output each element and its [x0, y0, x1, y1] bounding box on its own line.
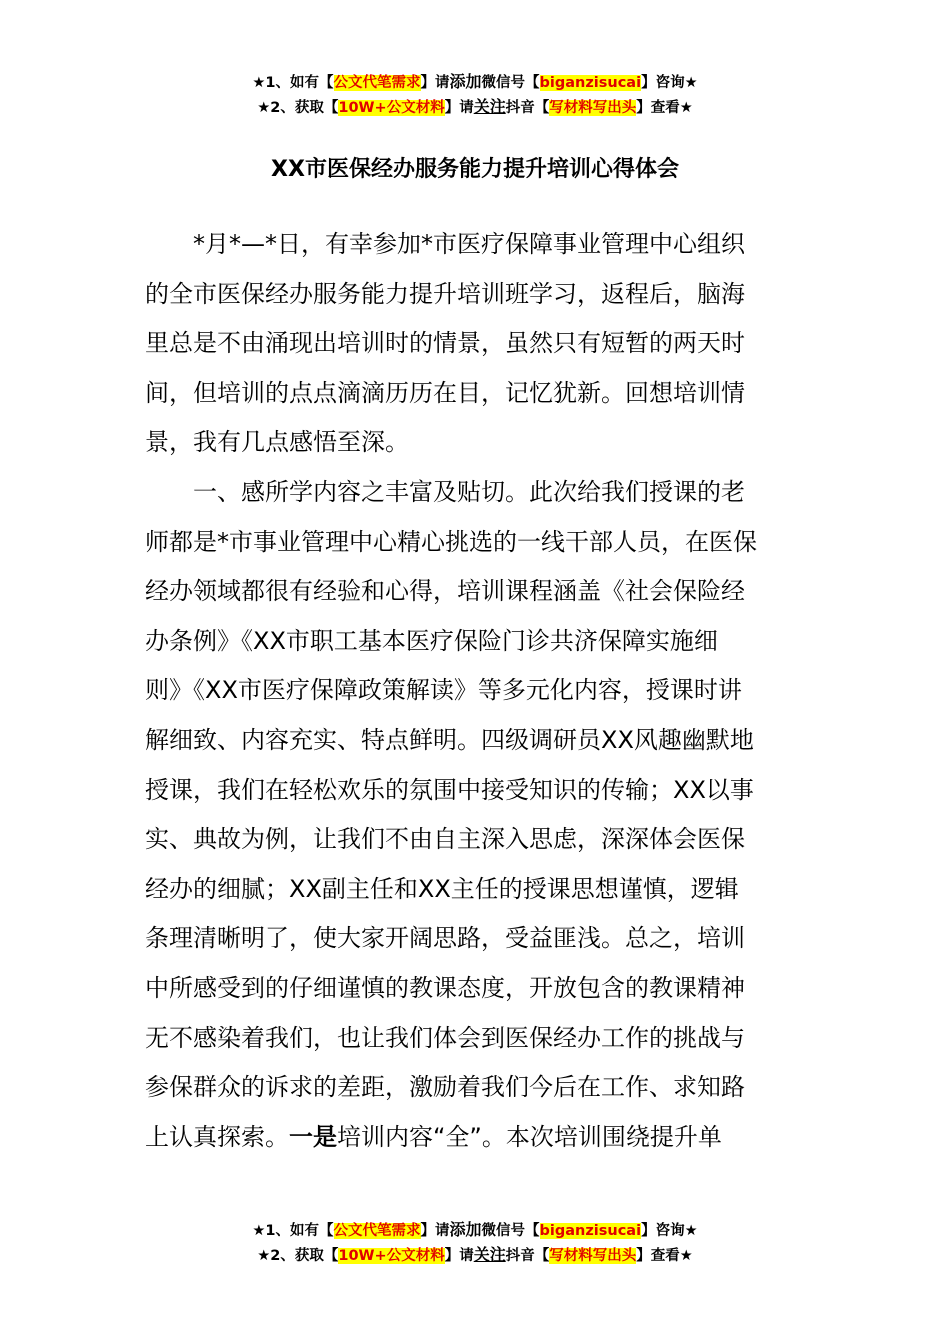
promo-text: 抖音【	[505, 1248, 550, 1264]
body-text: 上认真探索。	[145, 1122, 289, 1151]
promo-text: 】咨询★	[641, 1223, 698, 1239]
promo-text: 添加	[449, 72, 482, 91]
body-line: *月*—*日，有幸参加*市医疗保障事业管理中心组织	[193, 230, 745, 258]
promo-line-2	[0, 1243, 950, 1268]
promo-line-1	[0, 70, 950, 95]
body-text: 培训内容“全”。本次培训围绕提升单	[337, 1122, 722, 1151]
promo-text: ★1、如有【	[252, 1223, 334, 1239]
promo-highlight: 10W+公文材料	[338, 1248, 445, 1264]
promo-highlight: 写材料写出头	[549, 100, 637, 116]
body-line: 授课，我们在轻松欢乐的氛围中接受知识的传输；XX以事	[145, 775, 754, 804]
body-line-last	[145, 1113, 810, 1163]
bottom-promo-banner	[0, 1218, 950, 1268]
body-line: 景，我有几点感悟至深。	[145, 428, 409, 457]
body-line: 实、典故为例，让我们不由自主深入思虑，深深体会医保	[145, 825, 745, 854]
body-line: 师都是*市事业管理中心精心挑选的一线干部人员，在医保	[145, 527, 757, 556]
body-line: 则》《XX市医疗保障政策解读》等多元化内容，授课时讲	[145, 676, 742, 705]
promo-highlight: 公文代笔需求	[333, 1223, 421, 1239]
promo-text: 】请	[420, 75, 450, 91]
promo-highlight: biganzisucai	[539, 75, 642, 91]
promo-text: 微信号【	[481, 75, 540, 91]
document-title: XX市医保经办服务能力提升培训心得体会	[271, 157, 679, 182]
body-line: 经办的细腻；XX副主任和XX主任的授课思想谨慎，逻辑	[145, 874, 739, 903]
body-line: 一、感所学内容之丰富及贴切。此次给我们授课的老	[193, 477, 745, 506]
document-body	[145, 220, 810, 1162]
body-line: 间，但培训的点点滴滴历历在目，记忆犹新。回想培训情	[145, 378, 745, 407]
promo-text: 】请	[444, 1248, 474, 1264]
promo-text: 】请	[444, 100, 474, 116]
promo-text: 关注	[473, 1245, 506, 1264]
body-line: 中所感受到的仔细谨慎的教课态度，开放包含的教课精神	[145, 973, 745, 1002]
top-promo-banner	[0, 70, 950, 120]
promo-text: 添加	[449, 1220, 482, 1239]
promo-line-1	[0, 1218, 950, 1243]
promo-text: ★1、如有【	[252, 75, 334, 91]
promo-text: 】请	[420, 1223, 450, 1239]
body-line: 参保群众的诉求的差距，激励着我们今后在工作、求知路	[145, 1073, 745, 1102]
promo-text: ★2、获取【	[257, 1248, 339, 1264]
body-line: 里总是不由涌现出培训时的情景，虽然只有短暂的两天时	[145, 329, 745, 358]
body-line: 的全市医保经办服务能力提升培训班学习，返程后，脑海	[145, 279, 745, 308]
promo-text: ★2、获取【	[257, 100, 339, 116]
promo-text: 】查看★	[636, 100, 693, 116]
promo-line-2	[0, 95, 950, 120]
promo-text: 】咨询★	[641, 75, 698, 91]
body-line: 解细致、内容充实、特点鲜明。四级调研员XX风趣幽默地	[145, 725, 754, 754]
body-line: 经办领域都很有经验和心得，培训课程涵盖《社会保险经	[145, 577, 745, 606]
promo-text: 关注	[473, 97, 506, 116]
promo-highlight: biganzisucai	[539, 1223, 642, 1239]
promo-highlight: 公文代笔需求	[333, 75, 421, 91]
body-line: 办条例》《XX市职工基本医疗保险门诊共济保障实施细	[145, 626, 718, 655]
body-bold-text: 一是	[289, 1122, 337, 1151]
body-line: 无不感染着我们，也让我们体会到医保经办工作的挑战与	[145, 1023, 745, 1052]
body-line: 条理清晰明了，使大家开阔思路，受益匪浅。总之，培训	[145, 924, 745, 953]
promo-text: 抖音【	[505, 100, 550, 116]
promo-highlight: 写材料写出头	[549, 1248, 637, 1264]
promo-highlight: 10W+公文材料	[338, 100, 445, 116]
promo-text: 微信号【	[481, 1223, 540, 1239]
promo-text: 】查看★	[636, 1248, 693, 1264]
